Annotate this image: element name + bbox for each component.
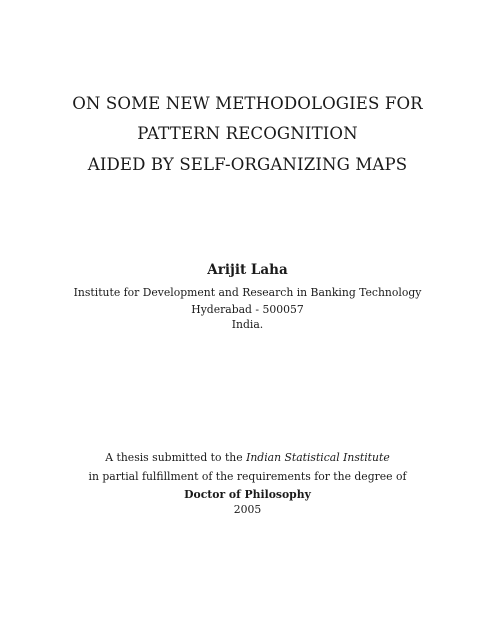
thesis-title-line-3: AIDED BY SELF-ORGANIZING MAPS bbox=[87, 155, 408, 174]
thesis-title-line-1: ON SOME NEW METHODOLOGIES FOR bbox=[72, 94, 423, 113]
author-name: Arijit Laha bbox=[207, 262, 288, 278]
institute-name: Indian Statistical Institute bbox=[246, 451, 390, 464]
degree-name: Doctor of Philosophy bbox=[184, 488, 311, 501]
author-city: Hyderabad - 500057 bbox=[191, 303, 304, 316]
submission-statement bbox=[0, 453, 495, 464]
author-country: India. bbox=[231, 318, 264, 331]
requirement-statement: in partial fulfillment of the requirements for the degree of bbox=[88, 470, 407, 483]
thesis-year: 2005 bbox=[233, 503, 262, 516]
author-affiliation: Institute for Development and Research in Banking Technology bbox=[73, 286, 422, 299]
thesis-title-line-2: PATTERN RECOGNITION bbox=[137, 124, 358, 143]
submission-prefix: A thesis submitted to the bbox=[105, 451, 247, 464]
